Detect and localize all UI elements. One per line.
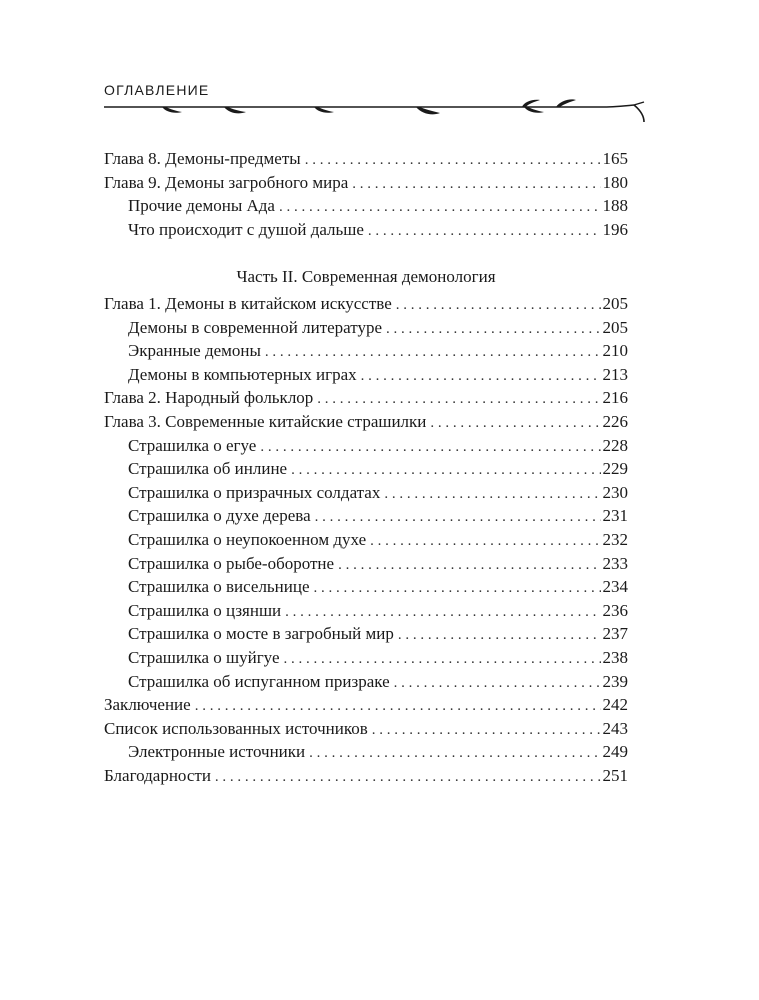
toc-dot-leader <box>338 554 600 578</box>
toc-entry-title: Список использованных источников <box>104 718 368 738</box>
toc-entry[interactable] <box>104 552 628 576</box>
toc-entry-title: Прочие демоны Ада <box>128 196 275 216</box>
toc-dot-leader <box>305 149 601 173</box>
toc-entry[interactable] <box>104 218 628 242</box>
toc-entry-page: 213 <box>602 364 628 384</box>
toc-entry-page: 205 <box>602 294 628 313</box>
toc-entry[interactable] <box>104 194 628 218</box>
toc-entry-page: 230 <box>602 482 628 502</box>
toc-dot-leader <box>291 459 600 483</box>
toc-entry-page: 188 <box>602 196 628 216</box>
toc-dot-leader <box>260 436 600 460</box>
toc-entry-page: 233 <box>602 553 628 573</box>
toc-dot-leader <box>368 220 601 244</box>
toc-entry[interactable] <box>104 622 628 646</box>
toc-entry[interactable] <box>104 670 628 694</box>
toc-entry-page: 165 <box>602 149 628 168</box>
toc-entry-title: Страшилка об инлине <box>128 459 288 479</box>
toc-dot-leader <box>430 412 600 436</box>
toc-dot-leader <box>317 388 600 412</box>
toc-entry[interactable] <box>104 147 628 171</box>
toc-list-part-one <box>104 147 628 241</box>
toc-entry-page: 242 <box>602 695 628 715</box>
toc-entry-page: 205 <box>602 317 628 337</box>
toc-entry-title: Страшилка о неупокоенном духе <box>128 529 367 549</box>
toc-entry[interactable] <box>104 693 628 717</box>
toc-entry[interactable] <box>104 504 628 528</box>
toc-entry-page: 196 <box>602 219 628 239</box>
toc-entry-page: 210 <box>602 341 628 361</box>
running-head: ОГЛАВЛЕНИЕ <box>104 82 210 98</box>
toc-entry-title: Заключение <box>104 695 191 715</box>
toc-entry[interactable] <box>104 410 628 434</box>
toc-entry[interactable] <box>104 528 628 552</box>
toc-entry-title: Страшилка о призрачных солдатах <box>128 482 381 502</box>
toc-entry-title: Страшилка о шуйгуе <box>128 647 280 667</box>
toc-entry-title: Демоны в компьютерных играх <box>128 364 357 384</box>
toc-dot-leader <box>285 601 600 625</box>
toc-entry-page: 236 <box>602 600 628 620</box>
toc-dot-leader <box>195 695 601 719</box>
toc-dot-leader <box>370 530 600 554</box>
toc-entry-title: Экранные демоны <box>128 341 261 361</box>
toc-entry-page: 229 <box>602 459 628 479</box>
toc-dot-leader <box>384 483 600 507</box>
toc-entry-page: 228 <box>602 435 628 455</box>
toc-entry-title: Глава 1. Демоны в китайском искусстве <box>104 294 392 313</box>
toc-entry-title: Страшилка о мосте в загробный мир <box>128 624 394 644</box>
toc-entry[interactable] <box>104 764 628 788</box>
toc-entry-page: 180 <box>602 172 628 192</box>
toc-entry[interactable] <box>104 575 628 599</box>
toc-dot-leader <box>315 506 601 530</box>
toc-entry-title: Глава 3. Современные китайские страшилки <box>104 411 427 431</box>
toc-dot-leader <box>361 365 601 389</box>
toc-entry-title: Страшилка о духе дерева <box>128 506 311 526</box>
toc-entry-title: Страшилка о висельнице <box>128 577 310 597</box>
toc-entry-page: 232 <box>602 529 628 549</box>
toc-entry-title: Глава 9. Демоны загробного мира <box>104 172 349 192</box>
toc-entry[interactable] <box>104 434 628 458</box>
toc-entry[interactable] <box>104 646 628 670</box>
toc-entry-page: 239 <box>602 671 628 691</box>
toc-entry[interactable] <box>104 717 628 741</box>
toc-entry-page: 231 <box>602 506 628 526</box>
toc-entry-page: 234 <box>602 577 628 597</box>
toc-entry-page: 216 <box>602 388 628 408</box>
toc-dot-leader <box>396 294 601 318</box>
toc-entry-title: Страшилка о рыбе-оборотне <box>128 553 335 573</box>
toc-dot-leader <box>398 624 601 648</box>
toc-entry[interactable] <box>104 316 628 340</box>
toc-entry[interactable] <box>104 386 628 410</box>
toc-entry-page: 226 <box>602 411 628 431</box>
toc-dot-leader <box>284 648 601 672</box>
toc-dot-leader <box>215 766 601 790</box>
toc-entry-title: Что происходит с душой дальше <box>128 219 364 239</box>
toc-entry[interactable] <box>104 339 628 363</box>
part-heading: Часть II. Современная демонология <box>236 267 496 286</box>
toc-entry-page: 238 <box>602 647 628 667</box>
toc-entry-page: 243 <box>602 718 628 738</box>
toc-dot-leader <box>309 742 600 766</box>
toc-entry[interactable] <box>104 292 628 316</box>
branch-ornament <box>104 98 652 126</box>
toc-entry[interactable] <box>104 363 628 387</box>
toc-dot-leader <box>394 672 601 696</box>
toc-dot-leader <box>386 318 600 342</box>
toc-dot-leader <box>265 341 601 365</box>
toc-entry-title: Глава 8. Демоны-предметы <box>104 149 301 168</box>
toc-entry-page: 251 <box>602 765 628 785</box>
toc-entry-title: Глава 2. Народный фольклор <box>104 388 314 408</box>
toc-dot-leader <box>352 173 600 197</box>
toc-entry-page: 237 <box>602 624 628 644</box>
toc-entry[interactable] <box>104 171 628 195</box>
toc-entry-title: Страшилка о цзянши <box>128 600 282 620</box>
toc-list-part-two <box>104 292 628 787</box>
toc-entry[interactable] <box>104 740 628 764</box>
toc-entry-title: Страшилка об испуганном призраке <box>128 671 390 691</box>
toc-entry-title: Электронные источники <box>128 742 306 762</box>
toc-dot-leader <box>279 196 601 220</box>
toc-entry-title: Благодарности <box>104 765 211 785</box>
toc-dot-leader <box>314 577 601 601</box>
toc-dot-leader <box>372 719 601 743</box>
toc-entry-title: Страшилка о егуе <box>128 435 257 455</box>
toc-entry-page: 249 <box>602 742 628 762</box>
toc-entry[interactable] <box>104 599 628 623</box>
toc-entry[interactable] <box>104 457 628 481</box>
toc-entry-title: Демоны в современной литературе <box>128 317 383 337</box>
toc-entry[interactable] <box>104 481 628 505</box>
